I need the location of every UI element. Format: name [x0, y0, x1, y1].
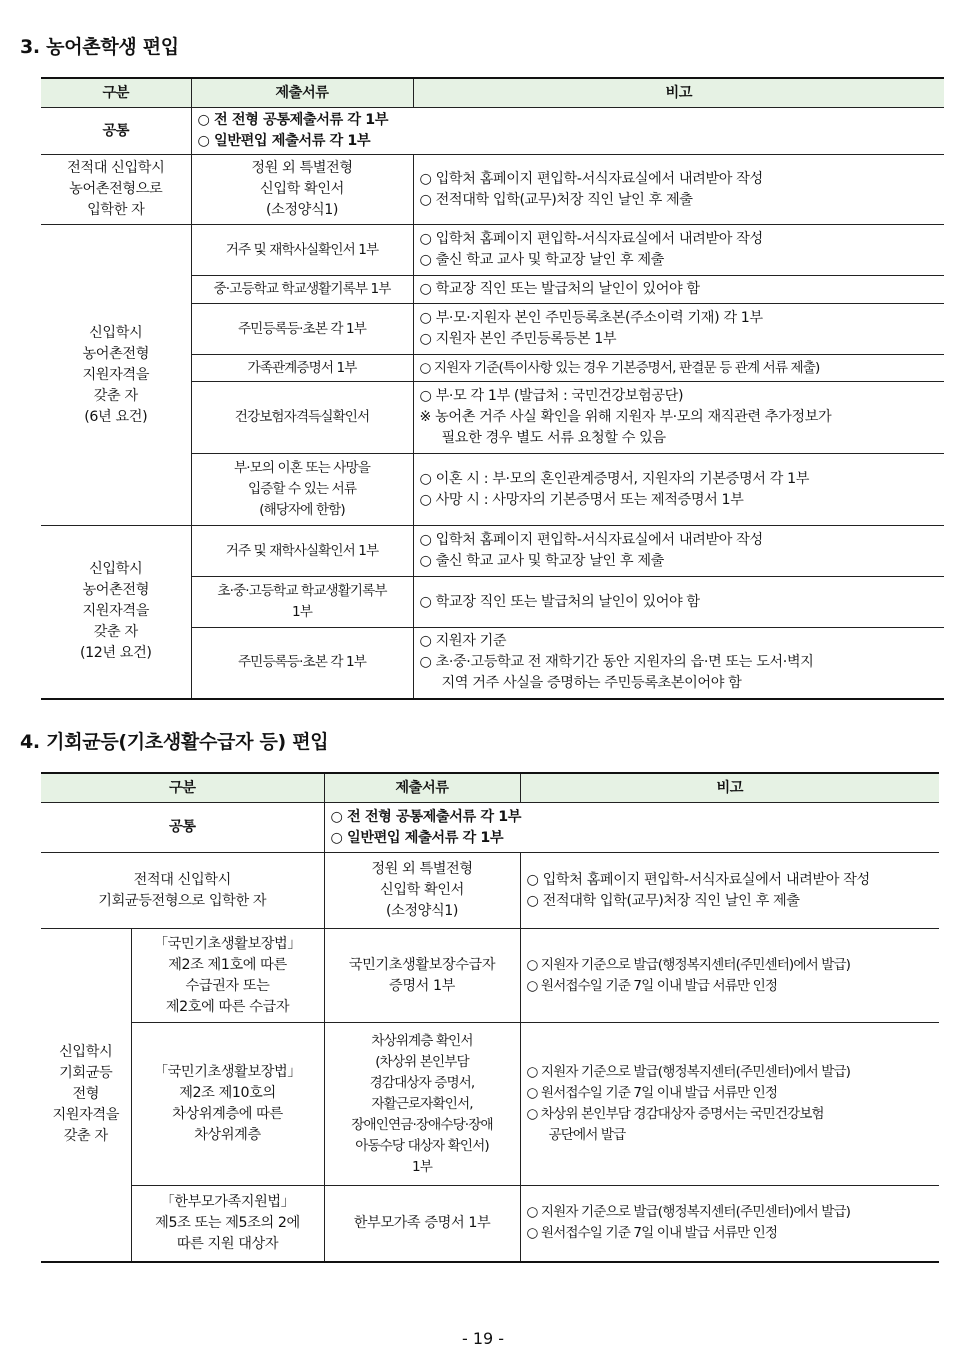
category-cell: 전적대 신입학시 농어촌전형으로 입학한 자 [41, 155, 191, 225]
remarks-cell: ○ 지원자 기준으로 발급(행정복지센터(주민센터)에서 발급) ○ 원서접수일 기준 7일 이내 발급 서류만 인정 [520, 929, 939, 1023]
table-row [41, 803, 939, 853]
remarks-cell: ○ 입학처 홈페이지 편입학-서식자료실에서 내려받아 작성 ○ 전적대학 입학(교무)처장 직인 날인 후 제출 [520, 853, 939, 929]
header-documents: 제출서류 [324, 773, 520, 803]
subcategory-cell: 「국민기초생활보장법」 제2조 제10호의 차상위계층에 따른 차상위계층 [131, 1023, 324, 1186]
header-remarks: 비고 [520, 773, 939, 803]
table-row [41, 526, 944, 577]
remarks-cell: ○ 부·모 각 1부 (발급처 : 국민건강보험공단) ※ 농어촌 거주 사실 확인을 위해 지원자 부·모의 재직관련 추가정보가 필요한 경우 별도 서류 요청할 수 있음 [413, 382, 944, 454]
remarks-cell: ○ 지원자 기준으로 발급(행정복지센터(주민센터)에서 발급) ○ 원서접수일 기준 7일 이내 발급 서류만 인정 ○ 차상위 본인부담 경감대상자 증명서는 국민건강보험 공단에서 발급 [520, 1023, 939, 1186]
table-header-row [41, 773, 939, 803]
document-cell: 초·중·고등학교 학교생활기록부 1부 [191, 577, 413, 628]
remarks-cell: ○ 지원자 기준 ○ 초·중·고등학교 전 재학기간 동안 지원자의 읍·면 또는 도서·벽지 지역 거주 사실을 증명하는 주민등록초본이어야 함 [413, 628, 944, 699]
document-cell: 주민등록등·초본 각 1부 [191, 304, 413, 355]
common-documents: ○ 전 전형 공통제출서류 각 1부 ○ 일반편입 제출서류 각 1부 [324, 803, 939, 853]
section4-table [41, 772, 939, 1263]
remarks-cell: ○ 학교장 직인 또는 발급처의 날인이 있어야 함 [413, 577, 944, 628]
section3-title: 3. 농어촌학생 편입 [20, 36, 179, 58]
header-documents: 제출서류 [191, 78, 413, 108]
document-cell: 부·모의 이혼 또는 사망을 입증할 수 있는 서류 (해당자에 한함) [191, 454, 413, 526]
common-documents: ○ 전 전형 공통제출서류 각 1부 ○ 일반편입 제출서류 각 1부 [191, 108, 944, 155]
category-cell: 전적대 신입학시 기회균등전형으로 입학한 자 [41, 853, 324, 929]
table-row [41, 108, 944, 155]
remarks-cell: ○ 부·모·지원자 본인 주민등록초본(주소이력 기재) 각 1부 ○ 지원자 본인 주민등록등본 1부 [413, 304, 944, 355]
document-cell: 차상위계층 확인서 (차상위 본인부담 경감대상자 증명서, 자활근로자확인서, 장애인연금·장애수당·장애 아동수당 대상자 확인서) 1부 [324, 1023, 520, 1186]
table-row [41, 853, 939, 929]
remarks-cell: ○ 입학처 홈페이지 편입학-서식자료실에서 내려받아 작성 ○ 전적대학 입학(교무)처장 직인 날인 후 제출 [413, 155, 944, 225]
header-remarks: 비고 [413, 78, 944, 108]
header-category: 구분 [41, 78, 191, 108]
group-label-cell: 신입학시 기회균등 전형 지원자격을 갖춘 자 [41, 929, 131, 1262]
remarks-cell: ○ 지원자 기준으로 발급(행정복지센터(주민센터)에서 발급) ○ 원서접수일 기준 7일 이내 발급 서류만 인정 [520, 1186, 939, 1262]
document-cell: 정원 외 특별전형 신입학 확인서 (소정양식1) [191, 155, 413, 225]
remarks-cell: ○ 입학처 홈페이지 편입학-서식자료실에서 내려받아 작성 ○ 출신 학교 교사 및 학교장 날인 후 제출 [413, 526, 944, 577]
page-number: - 19 - [461, 1329, 505, 1348]
subcategory-cell: 「국민기초생활보장법」 제2조 제1호에 따른 수급권자 또는 제2호에 따른 수급자 [131, 929, 324, 1023]
remarks-cell: ○ 학교장 직인 또는 발급처의 날인이 있어야 함 [413, 276, 944, 304]
category-cell: 신입학시 농어촌전형 지원자격을 갖춘 자 (12년 요건) [41, 526, 191, 699]
section4-title: 4. 기회균등(기초생활수급자 등) 편입 [20, 731, 329, 753]
table-row [41, 1186, 939, 1262]
category-cell: 신입학시 농어촌전형 지원자격을 갖춘 자 (6년 요건) [41, 225, 191, 526]
section3-table [41, 77, 944, 700]
document-cell: 국민기초생활보장수급자 증명서 1부 [324, 929, 520, 1023]
table-row [41, 1023, 939, 1186]
remarks-cell: ○ 입학처 홈페이지 편입학-서식자료실에서 내려받아 작성 ○ 출신 학교 교사 및 학교장 날인 후 제출 [413, 225, 944, 276]
document-cell: 거주 및 재학사실확인서 1부 [191, 526, 413, 577]
common-label: 공통 [41, 803, 324, 853]
document-cell: 주민등록등·초본 각 1부 [191, 628, 413, 699]
document-cell: 한부모가족 증명서 1부 [324, 1186, 520, 1262]
table-row [41, 155, 944, 225]
remarks-cell: ○ 이혼 시 : 부·모의 혼인관계증명서, 지원자의 기본증명서 각 1부 ○ 사망 시 : 사망자의 기본증명서 또는 제적증명서 1부 [413, 454, 944, 526]
remarks-cell: ○ 지원자 기준(특이사항 있는 경우 기본증명서, 판결문 등 관계 서류 제출) [413, 355, 944, 382]
subcategory-cell: 「한부모가족지원법」 제5조 또는 제5조의 2에 따른 지원 대상자 [131, 1186, 324, 1262]
document-cell: 건강보험자격득실확인서 [191, 382, 413, 454]
table-row [41, 929, 939, 1023]
table-header-row [41, 78, 944, 108]
common-label: 공통 [41, 108, 191, 155]
table-row [41, 225, 944, 276]
document-cell: 정원 외 특별전형 신입학 확인서 (소정양식1) [324, 853, 520, 929]
document-cell: 중·고등학교 학교생활기록부 1부 [191, 276, 413, 304]
document-cell: 가족관계증명서 1부 [191, 355, 413, 382]
document-cell: 거주 및 재학사실확인서 1부 [191, 225, 413, 276]
header-category: 구분 [41, 773, 324, 803]
